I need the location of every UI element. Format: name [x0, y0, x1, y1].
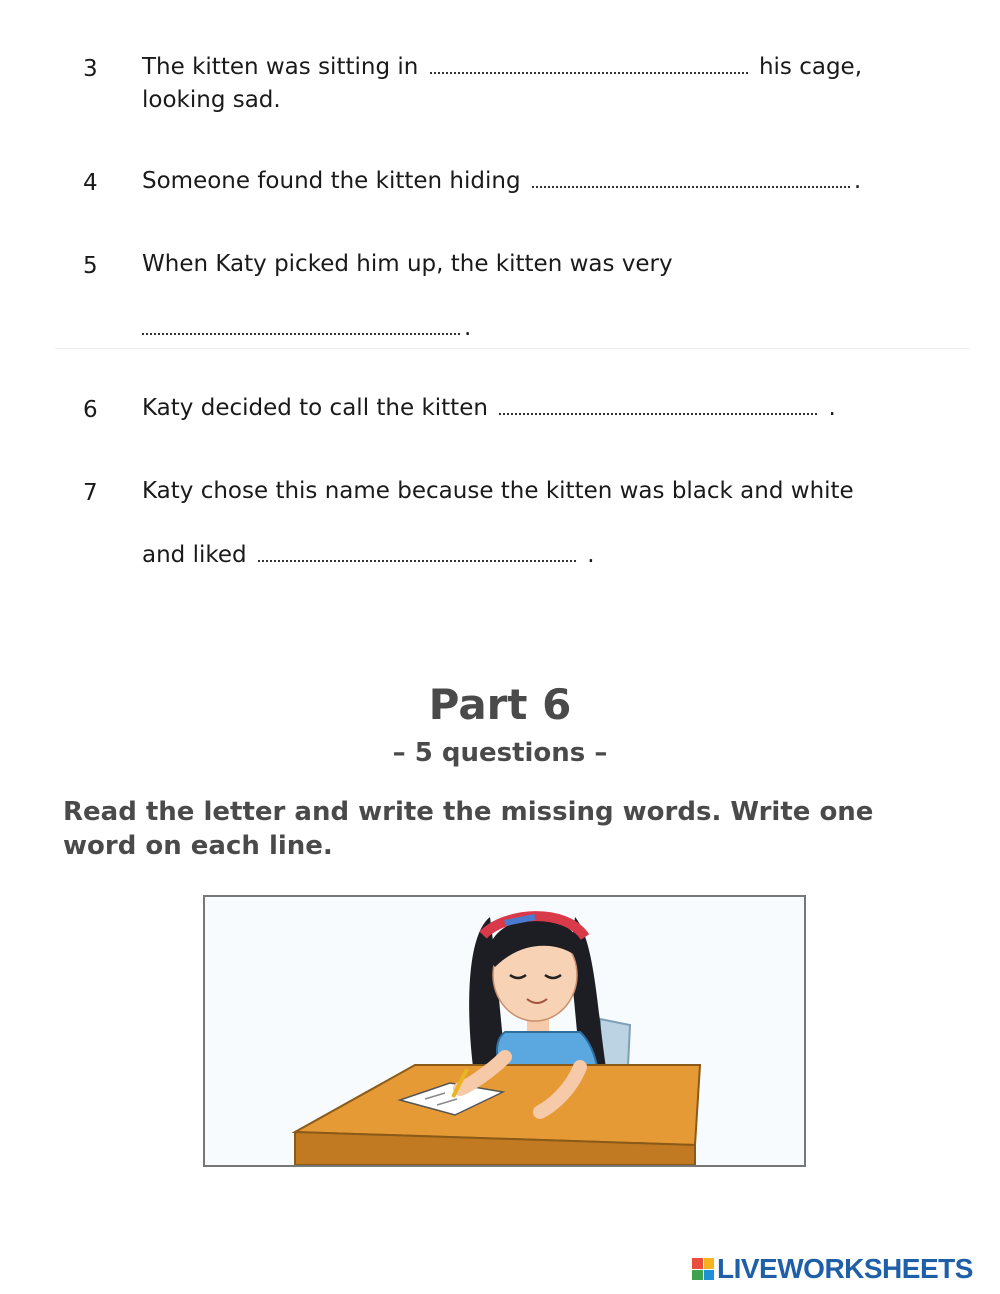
question-punctuation: .	[587, 542, 595, 568]
question-6-text	[142, 395, 836, 421]
girl-writing-illustration	[203, 895, 806, 1167]
question-5-blank-line	[142, 315, 471, 341]
part-subtitle: – 5 questions –	[392, 738, 608, 768]
question-text: The kitten was sitting in	[142, 54, 419, 80]
question-text: Katy chose this name because the kitten was black and white	[142, 478, 854, 504]
question-number: 3	[83, 56, 98, 82]
question-text: Katy decided to call the kitten	[142, 395, 488, 421]
divider	[55, 348, 970, 349]
question-number: 7	[83, 480, 98, 506]
question-text: and liked	[142, 542, 247, 568]
answer-blank-6[interactable]	[499, 395, 817, 415]
girl-writing-drawing	[205, 897, 804, 1165]
answer-blank-3[interactable]	[430, 54, 748, 74]
question-3-text	[142, 54, 862, 80]
question-punctuation: .	[464, 315, 472, 341]
question-text: his cage,	[758, 54, 863, 80]
question-punctuation: .	[853, 168, 862, 194]
question-4-text	[142, 168, 861, 194]
question-text: Someone found the kitten hiding	[142, 168, 521, 194]
liveworksheets-logo	[692, 1254, 973, 1284]
logo-mark-icon	[692, 1258, 714, 1280]
logo-text: LIVEWORKSHEETS	[717, 1253, 973, 1284]
part-title: Part 6	[428, 680, 572, 729]
question-number: 5	[83, 253, 98, 279]
instructions: Read the letter and write the missing words. Write one word on each line.	[63, 797, 874, 861]
question-7-line2	[142, 542, 595, 568]
answer-blank-7[interactable]	[258, 542, 576, 562]
question-number: 4	[83, 170, 98, 196]
question-punctuation: .	[828, 395, 836, 421]
answer-blank-4[interactable]	[532, 168, 850, 188]
question-text-line2: looking sad.	[142, 87, 281, 113]
question-number: 6	[83, 397, 98, 423]
question-text: When Katy picked him up, the kitten was very	[142, 251, 673, 277]
answer-blank-5[interactable]	[142, 315, 460, 335]
